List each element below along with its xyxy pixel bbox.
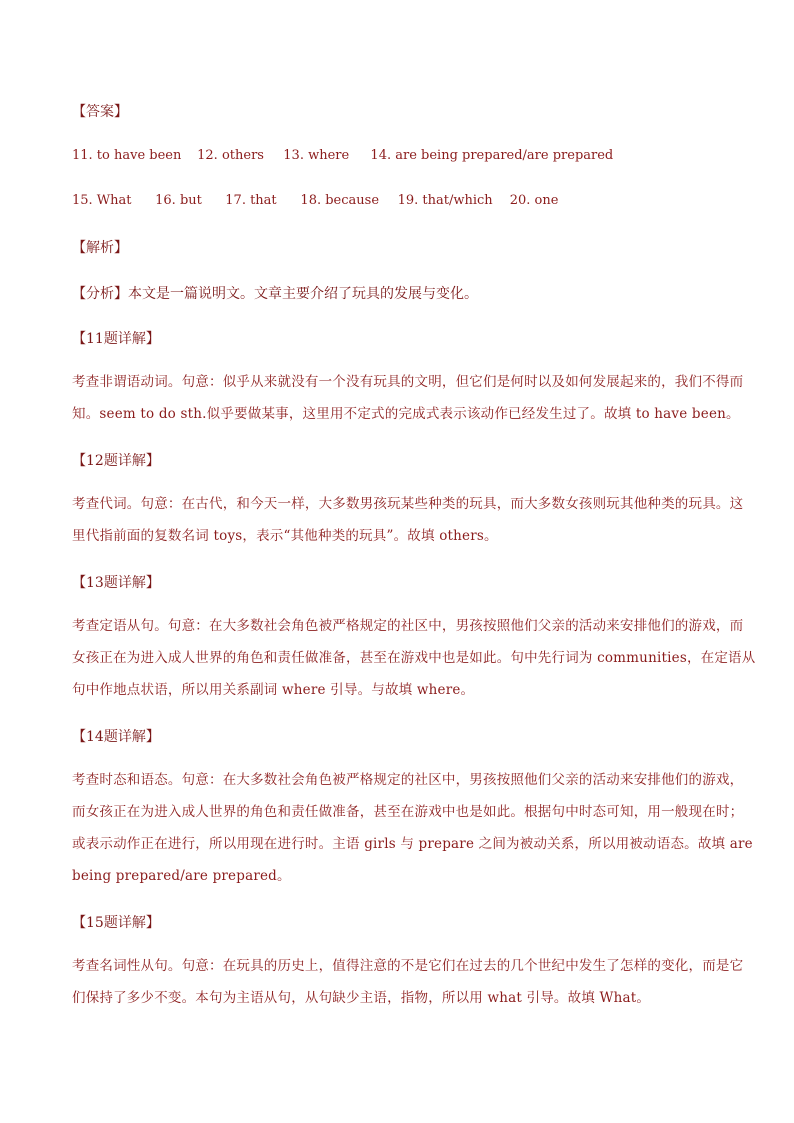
answers-row-2 bbox=[72, 193, 558, 208]
section-12-line-2: 里代指前面的复数名词 toys，表示“其他种类的玩具”。故填 others。 bbox=[72, 528, 498, 544]
section-14-line-3: 或表示动作正在进行，所以用现在进行时。主语 girls 与 prepare 之间为被动关系，所以用被动语态。故填 are bbox=[72, 836, 753, 852]
section-14-line-2: 而女孩正在为进入成人世界的角色和责任做准备，甚至在游戏中也是如此。根据句中时态可知，用一般现在时； bbox=[72, 804, 744, 820]
section-13-heading: 【13题详解】 bbox=[72, 575, 160, 591]
analysis-heading: 【解析】 bbox=[72, 240, 128, 256]
answer-13: 13. where bbox=[283, 148, 350, 163]
section-15-line-1: 考查名词性从句。句意：在玩具的历史上，值得注意的不是它们在过去的几个世纪中发生了怎样的变化，而是它 bbox=[72, 958, 744, 974]
section-13-line-3: 句中作地点状语，所以用关系副词 where 引导。与故填 where。 bbox=[72, 682, 475, 698]
section-14-line-4: being prepared/are prepared。 bbox=[72, 868, 291, 884]
section-12-heading: 【12题详解】 bbox=[72, 453, 160, 469]
section-11-heading: 【11题详解】 bbox=[72, 331, 160, 347]
section-14-line-1: 考查时态和语态。句意：在大多数社会角色被严格规定的社区中，男孩按照他们父亲的活动来安排他们的游戏， bbox=[72, 772, 744, 788]
answer-16: 16. but bbox=[155, 193, 202, 208]
answer-19: 19. that/which bbox=[397, 193, 493, 208]
answer-18: 18. because bbox=[300, 193, 380, 208]
answer-17: 17. that bbox=[225, 193, 277, 208]
section-11-line-1: 考查非谓语动词。句意：似乎从来就没有一个没有玩具的文明，但它们是何时以及如何发展起来的，我们不得而 bbox=[72, 374, 744, 390]
answer-12: 12. others bbox=[197, 148, 264, 163]
section-11-line-2: 知。seem to do sth.似乎要做某事，这里用不定式的完成式表示该动作已经发生过了。故填 to have been。 bbox=[72, 406, 740, 422]
section-15-line-2: 们保持了多少不变。本句为主语从句，从句缺少主语，指物，所以用 what 引导。故填 What。 bbox=[72, 990, 651, 1006]
answer-heading: 【答案】 bbox=[72, 104, 128, 120]
answer-15: 15. What bbox=[72, 193, 132, 208]
answer-14: 14. are being prepared/are prepared bbox=[370, 148, 614, 163]
section-15-heading: 【15题详解】 bbox=[72, 915, 160, 931]
answer-20: 20. one bbox=[509, 193, 559, 208]
answer-11: 11. to have been bbox=[72, 148, 182, 163]
section-12-line-1: 考查代词。句意：在古代，和今天一样，大多数男孩玩某些种类的玩具，而大多数女孩则玩其他种类的玩具。这 bbox=[72, 496, 744, 512]
answers-row-1 bbox=[72, 148, 613, 163]
analysis-text: 【分析】本文是一篇说明文。文章主要介绍了玩具的发展与变化。 bbox=[72, 286, 478, 302]
section-14-heading: 【14题详解】 bbox=[72, 729, 160, 745]
section-13-line-1: 考查定语从句。句意：在大多数社会角色被严格规定的社区中，男孩按照他们父亲的活动来安排他们的游戏，而 bbox=[72, 618, 744, 634]
section-13-line-2: 女孩正在为进入成人世界的角色和责任做准备，甚至在游戏中也是如此。句中先行词为 communities，在定语从 bbox=[72, 650, 756, 666]
